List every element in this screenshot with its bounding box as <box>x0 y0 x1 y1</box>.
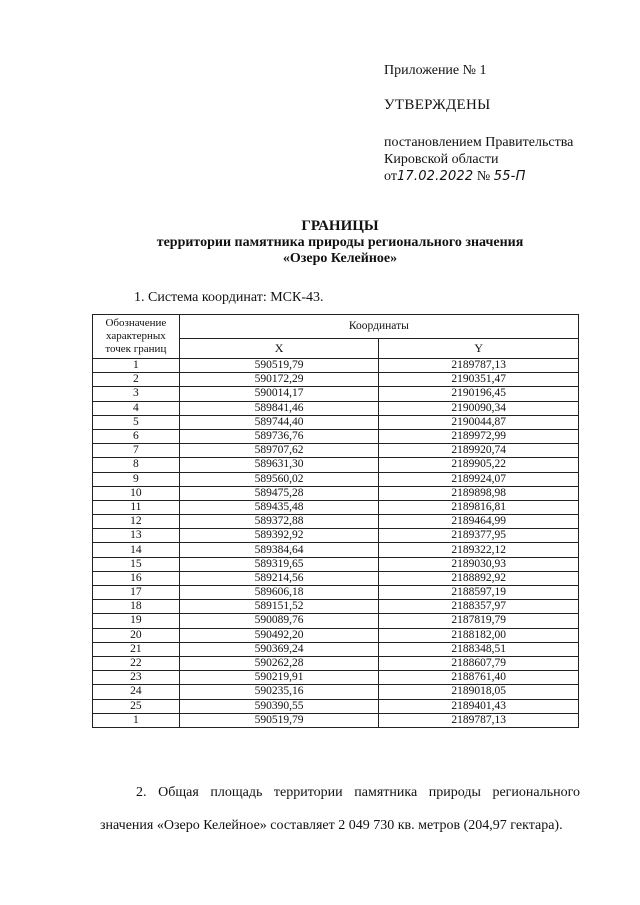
table-row <box>93 642 579 656</box>
table-row <box>93 401 579 415</box>
y-coordinate-cell: 2188892,92 <box>379 571 579 585</box>
point-number-cell: 24 <box>93 685 180 699</box>
header-y: Y <box>379 338 579 358</box>
decree-date-line <box>384 168 614 185</box>
point-number-cell: 13 <box>93 529 180 543</box>
y-coordinate-cell: 2188357,97 <box>379 600 579 614</box>
point-number-cell: 10 <box>93 486 180 500</box>
point-number-cell: 21 <box>93 642 180 656</box>
point-number-cell: 9 <box>93 472 180 486</box>
table-row <box>93 444 579 458</box>
coordinates-table-body <box>93 359 579 728</box>
table-row <box>93 586 579 600</box>
y-coordinate-cell: 2189787,13 <box>379 359 579 373</box>
y-coordinate-cell: 2189030,93 <box>379 557 579 571</box>
x-coordinate-cell: 589560,02 <box>179 472 379 486</box>
x-coordinate-cell: 589214,56 <box>179 571 379 585</box>
title-line-1: ГРАНИЦЫ <box>301 218 379 234</box>
table-row <box>93 628 579 642</box>
header-x: X <box>179 338 379 358</box>
x-coordinate-cell: 589631,30 <box>179 458 379 472</box>
point-number-cell: 15 <box>93 557 180 571</box>
x-coordinate-cell: 589435,48 <box>179 500 379 514</box>
area-paragraph <box>100 776 580 842</box>
point-number-cell: 2 <box>93 373 180 387</box>
point-number-cell: 1 <box>93 359 180 373</box>
table-row <box>93 543 579 557</box>
y-coordinate-cell: 2189972,99 <box>379 429 579 443</box>
x-coordinate-cell: 590089,76 <box>179 614 379 628</box>
x-coordinate-cell: 590235,16 <box>179 685 379 699</box>
x-coordinate-cell: 589736,76 <box>179 429 379 443</box>
x-coordinate-cell: 590369,24 <box>179 642 379 656</box>
x-coordinate-cell: 590519,79 <box>179 713 379 727</box>
area-paragraph-line-1: 2. Общая площадь территории памятника природы регионального <box>136 785 580 800</box>
decree-line-2: Кировской области <box>384 152 499 167</box>
y-coordinate-cell: 2190196,45 <box>379 387 579 401</box>
x-coordinate-cell: 590519,79 <box>179 359 379 373</box>
point-number-cell: 14 <box>93 543 180 557</box>
x-coordinate-cell: 589392,92 <box>179 529 379 543</box>
document-title <box>100 218 580 267</box>
x-coordinate-cell: 589372,88 <box>179 515 379 529</box>
table-row <box>93 387 579 401</box>
table-row <box>93 571 579 585</box>
x-coordinate-cell: 589707,62 <box>179 444 379 458</box>
table-row <box>93 671 579 685</box>
table-row <box>93 685 579 699</box>
point-number-cell: 17 <box>93 586 180 600</box>
table-row <box>93 557 579 571</box>
point-number-cell: 23 <box>93 671 180 685</box>
y-coordinate-cell: 2188182,00 <box>379 628 579 642</box>
handwritten-number: 55-П <box>493 169 526 184</box>
table-row <box>93 699 579 713</box>
point-number-cell: 8 <box>93 458 180 472</box>
table-row <box>93 486 579 500</box>
y-coordinate-cell: 2187819,79 <box>379 614 579 628</box>
x-coordinate-cell: 589475,28 <box>179 486 379 500</box>
y-coordinate-cell: 2190351,47 <box>379 373 579 387</box>
point-number-cell: 6 <box>93 429 180 443</box>
x-coordinate-cell: 590492,20 <box>179 628 379 642</box>
point-number-cell: 1 <box>93 713 180 727</box>
x-coordinate-cell: 590219,91 <box>179 671 379 685</box>
y-coordinate-cell: 2190044,87 <box>379 415 579 429</box>
title-line-2: территории памятника природы регионального значения <box>156 235 524 250</box>
y-coordinate-cell: 2189018,05 <box>379 685 579 699</box>
x-coordinate-cell: 590262,28 <box>179 656 379 670</box>
y-coordinate-cell: 2189464,99 <box>379 515 579 529</box>
y-coordinate-cell: 2189905,22 <box>379 458 579 472</box>
point-number-cell: 22 <box>93 656 180 670</box>
header-coordinates: Координаты <box>179 315 578 339</box>
y-coordinate-cell: 2190090,34 <box>379 401 579 415</box>
y-coordinate-cell: 2189377,95 <box>379 529 579 543</box>
x-coordinate-cell: 589151,52 <box>179 600 379 614</box>
table-row <box>93 458 579 472</box>
table-row <box>93 415 579 429</box>
x-coordinate-cell: 590172,29 <box>179 373 379 387</box>
y-coordinate-cell: 2189401,43 <box>379 699 579 713</box>
table-row <box>93 600 579 614</box>
point-number-cell: 4 <box>93 401 180 415</box>
point-number-cell: 16 <box>93 571 180 585</box>
number-sign: № <box>476 169 491 184</box>
x-coordinate-cell: 589841,46 <box>179 401 379 415</box>
x-coordinate-cell: 589384,64 <box>179 543 379 557</box>
y-coordinate-cell: 2189924,07 <box>379 472 579 486</box>
handwritten-date: 17.02.2022 <box>396 169 474 184</box>
point-number-cell: 19 <box>93 614 180 628</box>
y-coordinate-cell: 2189920,74 <box>379 444 579 458</box>
date-prefix: от <box>384 169 397 184</box>
x-coordinate-cell: 590014,17 <box>179 387 379 401</box>
table-row <box>93 359 579 373</box>
point-number-cell: 18 <box>93 600 180 614</box>
point-number-cell: 11 <box>93 500 180 514</box>
table-row <box>93 373 579 387</box>
point-number-cell: 20 <box>93 628 180 642</box>
table-row <box>93 472 579 486</box>
x-coordinate-cell: 589606,18 <box>179 586 379 600</box>
x-coordinate-cell: 590390,55 <box>179 699 379 713</box>
y-coordinate-cell: 2188607,79 <box>379 656 579 670</box>
coordinate-system-line: 1. Система координат: МСК-43. <box>134 290 324 305</box>
header-point: Обозначение характерных точек границ <box>93 315 180 359</box>
appendix-label: Приложение № 1 <box>384 63 487 78</box>
area-paragraph-line-2: значения «Озеро Келейное» составляет 2 049 730 кв. метров (204,97 гектара). <box>100 818 563 833</box>
point-number-cell: 12 <box>93 515 180 529</box>
table-row <box>93 515 579 529</box>
decree-line-1: постановлением Правительства <box>384 135 574 150</box>
table-row <box>93 713 579 727</box>
y-coordinate-cell: 2189787,13 <box>379 713 579 727</box>
point-number-cell: 5 <box>93 415 180 429</box>
y-coordinate-cell: 2189322,12 <box>379 543 579 557</box>
point-number-cell: 3 <box>93 387 180 401</box>
table-row <box>93 529 579 543</box>
approval-block <box>384 62 614 185</box>
x-coordinate-cell: 589744,40 <box>179 415 379 429</box>
title-line-3: «Озеро Келейное» <box>282 251 398 266</box>
approved-heading: УТВЕРЖДЕНЫ <box>384 97 491 113</box>
point-number-cell: 25 <box>93 699 180 713</box>
table-row <box>93 656 579 670</box>
x-coordinate-cell: 589319,65 <box>179 557 379 571</box>
table-row <box>93 500 579 514</box>
table-row <box>93 429 579 443</box>
point-number-cell: 7 <box>93 444 180 458</box>
y-coordinate-cell: 2188761,40 <box>379 671 579 685</box>
y-coordinate-cell: 2188348,51 <box>379 642 579 656</box>
table-row <box>93 614 579 628</box>
y-coordinate-cell: 2189816,81 <box>379 500 579 514</box>
coordinates-table <box>92 314 579 728</box>
y-coordinate-cell: 2188597,19 <box>379 586 579 600</box>
y-coordinate-cell: 2189898,98 <box>379 486 579 500</box>
